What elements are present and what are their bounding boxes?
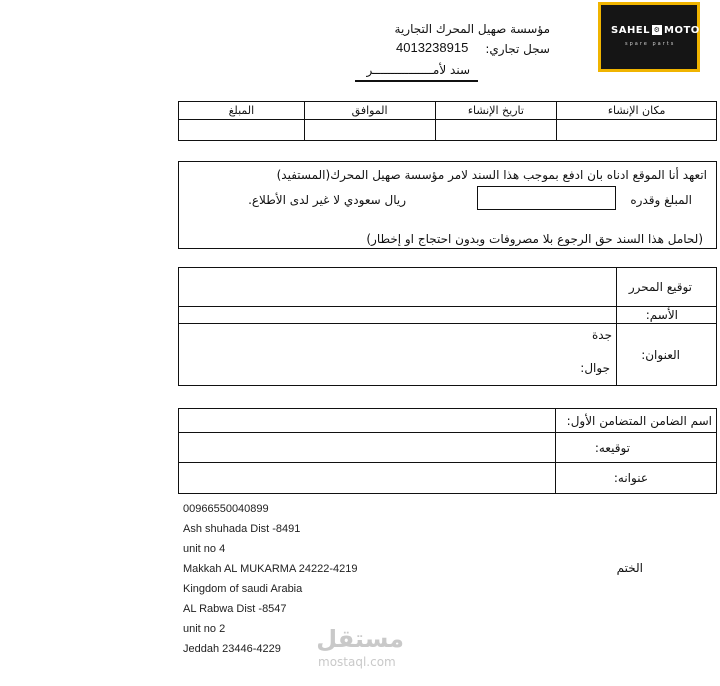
- issuer-signature-field[interactable]: [179, 268, 617, 307]
- guarantor-address-field[interactable]: [179, 463, 556, 494]
- issuer-address-label: العنوان:: [641, 347, 680, 362]
- issuer-name-field[interactable]: [179, 307, 617, 324]
- cr-number: 4013238915: [396, 40, 469, 55]
- amount-label: المبلغ وقدره: [630, 193, 692, 207]
- header-due-date: الموافق: [304, 102, 435, 120]
- contact-line: 00966550040899: [183, 503, 269, 515]
- header-issue-place: مكان الإنشاء: [557, 102, 717, 120]
- watermark-latin: mostaql.com: [318, 655, 396, 669]
- contact-line: unit no 4: [183, 543, 226, 555]
- pledge-line: اتعهد أنا الموقع ادناه بان ادفع بموجب هذا السند لامر مؤسسة صهيل المحرك(المستفيد): [276, 168, 707, 182]
- logo-mark-icon: ⚙: [653, 26, 661, 34]
- watermark-arabic: مستقل: [316, 625, 404, 653]
- contact-line: Kingdom of saudi Arabia: [183, 583, 303, 595]
- value-due-date[interactable]: [304, 120, 435, 141]
- guarantor-signature-label: توقيعه:: [594, 440, 630, 455]
- guarantor-address-cell: [556, 463, 717, 494]
- issuer-signature-cell: [617, 268, 717, 307]
- logo-text: [611, 25, 708, 36]
- guarantor-title-spacer: [179, 409, 556, 433]
- issuer-city: جدة: [592, 328, 613, 342]
- logo-text-left: SAHEL: [611, 25, 651, 36]
- info-table: [178, 101, 717, 141]
- recourse-note: (لحامل هذا السند حق الرجوع بلا مصروفات وبدون احتجاج او إخطار): [366, 232, 703, 246]
- value-issue-date[interactable]: [435, 120, 557, 141]
- guarantor-title: اسم الضامن المتضامن الأول:: [566, 413, 712, 428]
- logo-text-right: MOTOR: [664, 25, 708, 36]
- amount-input[interactable]: [477, 186, 616, 210]
- issuer-address-field[interactable]: [179, 324, 617, 386]
- issuer-name-cell: [617, 307, 717, 324]
- cr-label: سجل تجاري:: [485, 42, 550, 56]
- header-issue-date: تاريخ الإنشاء: [435, 102, 557, 120]
- guarantor-signature-cell: [556, 433, 717, 463]
- guarantor-table: [178, 408, 717, 494]
- header-amount: المبلغ: [179, 102, 305, 120]
- issuer-name-label: الأسم:: [645, 308, 678, 322]
- value-issue-place[interactable]: [557, 120, 717, 141]
- guarantor-signature-field[interactable]: [179, 433, 556, 463]
- contact-line: Jeddah 23446-4229: [183, 643, 281, 655]
- logo-subtitle: spare parts: [625, 41, 676, 47]
- issuer-signature-label: توقيع المحرر: [628, 280, 692, 294]
- contact-line: Ash shuhada Dist -8491: [183, 523, 301, 535]
- title-underline: [355, 80, 478, 82]
- contact-line: AL Rabwa Dist -8547: [183, 603, 287, 615]
- company-logo: [598, 2, 708, 72]
- contact-line: unit no 2: [183, 623, 226, 635]
- currency-text: ريال سعودي لا غير لدى الأطلاع.: [248, 193, 406, 207]
- value-amount[interactable]: [179, 120, 305, 141]
- guarantor-title-cell: [556, 409, 717, 433]
- issuer-table: [178, 267, 717, 386]
- stamp-label: الختم: [616, 561, 643, 575]
- company-name: مؤسسة صهيل المحرك التجارية: [394, 22, 550, 36]
- issuer-address-cell: [617, 324, 717, 386]
- contact-line: Makkah AL MUKARMA 24222-4219: [183, 563, 358, 575]
- issuer-mobile-label: جوال:: [580, 361, 611, 375]
- guarantor-address-label: عنوانه:: [613, 471, 648, 485]
- document-title: سند لأمـــــــــــــــــر: [366, 63, 470, 77]
